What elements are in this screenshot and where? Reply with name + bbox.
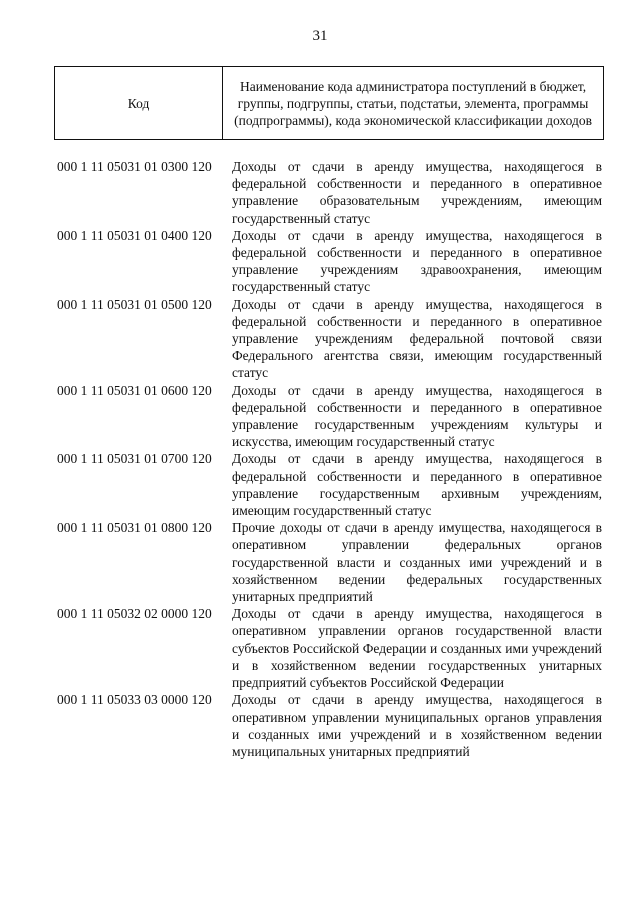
row-code: 000 1 11 05031 01 0700 120 [57, 451, 212, 467]
table-row [57, 691, 602, 760]
row-description: Доходы от сдачи в аренду имущества, находящегося в федеральной собственности и переданного в оперативное управление государственным учреждениям культуры и искусства, имеющим государственный статус [232, 382, 602, 450]
table-row [57, 605, 602, 691]
table-row [57, 296, 602, 382]
page-number: 31 [312, 28, 328, 44]
row-code: 000 1 11 05032 02 0000 120 [57, 606, 212, 622]
row-code: 000 1 11 05033 03 0000 120 [57, 692, 212, 708]
table-row [57, 227, 602, 296]
row-code: 000 1 11 05031 01 0300 120 [57, 159, 212, 174]
row-code: 000 1 11 05031 01 0400 120 [57, 227, 212, 243]
row-description: Доходы от сдачи в аренду имущества, находящегося в оперативном управлении муниципальных органов управления и созданных ими учреждений и в хозяйственном ведении муниципальных унитарных предприятий [232, 692, 602, 759]
row-code: 000 1 11 05031 01 0800 120 [57, 520, 212, 536]
table-row [57, 382, 602, 451]
row-description: Доходы от сдачи в аренду имущества, находящегося в оперативном управлении органов государственной власти субъектов Российской Федерации и созданных ими учреждений и в хозяйственном ведении государственных унитарных предприятий субъектов Российской Федерации [232, 606, 602, 691]
row-code: 000 1 11 05031 01 0500 120 [57, 296, 212, 312]
column-header-name: Наименование кода администратора поступлений в бюджет, группы, подгруппы, статьи, подстатьи, элемента, программы (подпрограммы), кода экономической классификации доходов [223, 67, 604, 140]
row-description: Доходы от сдачи в аренду имущества, находящегося в федеральной собственности и переданного в оперативное управление учреждениям федеральной почтовой связи Федерального агентства связи, имеющим государственный статус [232, 296, 602, 381]
row-description: Прочие доходы от сдачи в аренду имущества, находящегося в оперативном управлении федеральных органов государственной власти и созданных ими учреждений и в хозяйственном ведении федеральных государственных унитарных предприятий [232, 520, 602, 605]
row-code: 000 1 11 05031 01 0600 120 [57, 382, 212, 398]
classification-list [57, 158, 602, 760]
table-row [57, 519, 602, 605]
row-description: Доходы от сдачи в аренду имущества, находящегося в федеральной собственности и переданного в оперативное управление учреждениям здравоохранения, имеющим государственный статус [232, 227, 602, 295]
row-description: Доходы от сдачи в аренду имущества, находящегося в федеральной собственности и переданного в оперативное управление государственным архивным учреждениям, имеющим государственный статус [232, 451, 602, 519]
column-header-code: Код [55, 67, 223, 140]
row-description: Доходы от сдачи в аренду имущества, находящегося в федеральной собственности и переданного в оперативное управление образовательным учреждениям, имеющим государственный статус [232, 159, 602, 226]
table-row [57, 450, 602, 519]
table-row [57, 158, 602, 227]
table-header [54, 66, 604, 140]
